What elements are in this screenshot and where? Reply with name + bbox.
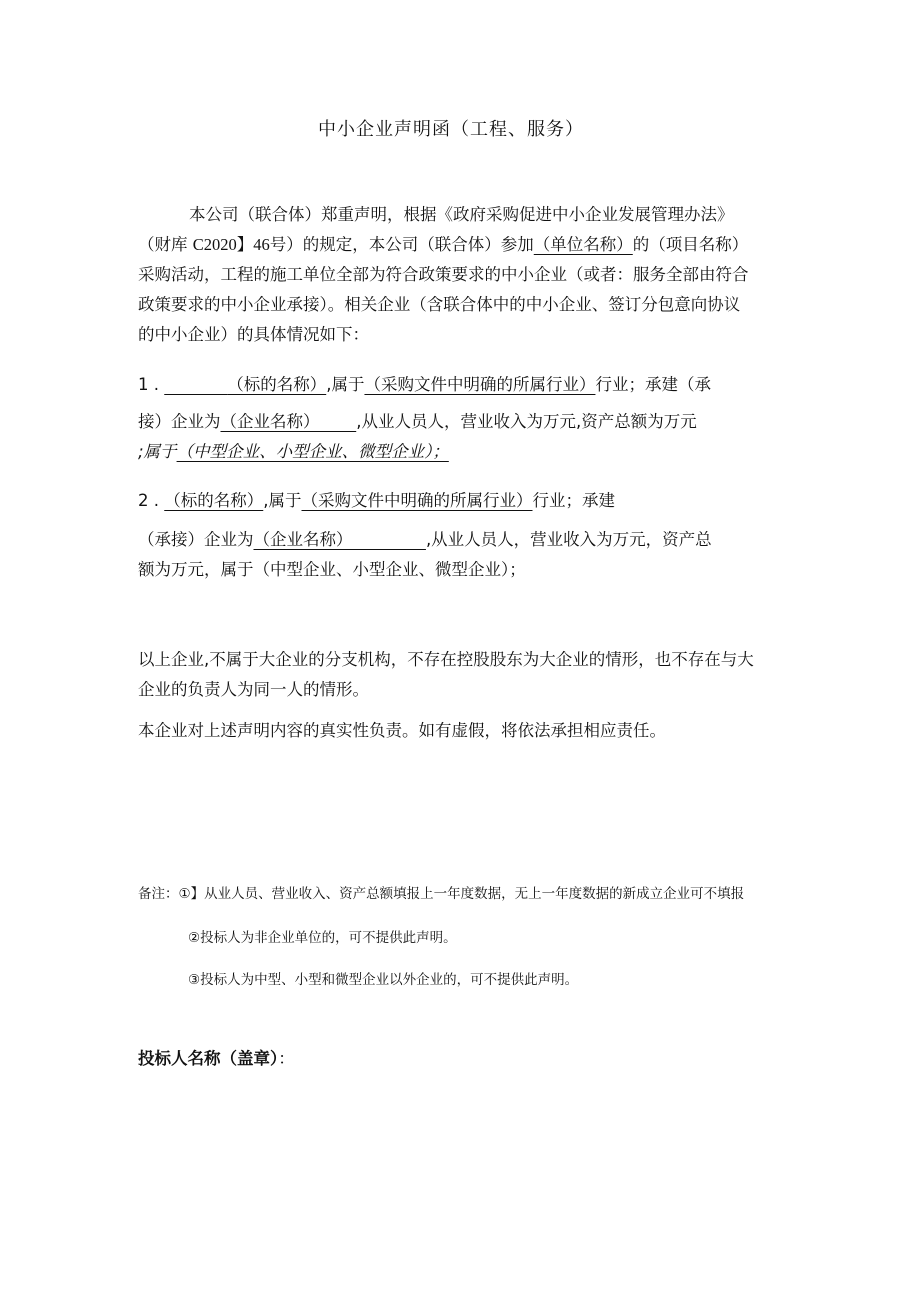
subject-name-field: （标的名称） — [164, 491, 264, 510]
item-text: ;属于 — [138, 442, 177, 461]
item-2-line-3: 额为万元，属于（中型企业、小型企业、微型企业）； — [138, 560, 526, 579]
statement-line-1: 以上企业,不属于大企业的分支机构，不存在控股股东为大企业的情形，也不存在与大 — [138, 650, 754, 669]
unit-name-field: （单位名称） — [533, 235, 633, 254]
intro-doc-number: C2020】46 — [192, 235, 270, 254]
signature-colon: ： — [278, 1049, 295, 1068]
item-2-line-1 — [138, 489, 615, 513]
intro-text: 的（项目名称） — [632, 235, 749, 254]
item-number: 2 . — [138, 491, 159, 510]
item-1-line-1 — [138, 373, 711, 397]
blank-field — [164, 375, 227, 394]
item-1-line-3 — [138, 440, 449, 464]
company-name-field: （企业名称） — [253, 530, 353, 549]
item-2-line-2 — [138, 528, 712, 552]
bidder-name-label: 投标人名称（盖章） — [138, 1049, 279, 1068]
note-3: ③投标人为中型、小型和微型企业以外企业的，可不提供此声明。 — [188, 972, 579, 988]
signature-line — [138, 1047, 295, 1071]
blank-field — [353, 530, 426, 549]
industry-field: （采购文件中明确的所属行业） — [301, 491, 533, 510]
item-text: 行业；承建 — [532, 491, 615, 510]
item-text: 接）企业为 — [138, 412, 221, 431]
intro-line-2 — [138, 233, 748, 257]
page-title: 中小企业声明函（工程、服务） — [318, 119, 584, 140]
company-name-field: （企业名称） — [220, 412, 320, 431]
industry-field: （采购文件中明确的所属行业） — [364, 375, 596, 394]
statement-line-3: 本企业对上述声明内容的真实性负责。如有虚假，将依法承担相应责任。 — [138, 721, 666, 740]
intro-line-3: 采购活动，工程的施工单位全部为符合政策要求的中小企业（或者：服务全部由符合 — [138, 265, 749, 284]
subject-name-field: （标的名称） — [227, 375, 327, 394]
item-text: ,从业人员人，营业收入为万元,资产总额为万元 — [356, 412, 697, 431]
item-text: ,从业人员人，营业收入为万元，资产总 — [425, 530, 712, 549]
note-1: 备注：①】从业人员、营业收入、资产总额填报上一年度数据，无上一年度数据的新成立企业可不填报 — [138, 886, 745, 902]
intro-text: 号）的规定，本公司（联合体）参加 — [269, 235, 534, 254]
intro-line-1: 本公司（联合体）郑重声明，根据《政府采购促进中小企业发展管理办法》 — [189, 205, 734, 224]
item-text: ,属于 — [326, 375, 365, 394]
enterprise-type-field: （中型企业、小型企业、微型企业）； — [176, 442, 449, 461]
item-text: （承接）企业为 — [138, 530, 254, 549]
blank-field — [320, 412, 357, 431]
item-text: ,属于 — [263, 491, 302, 510]
item-1-line-2 — [138, 410, 697, 434]
note-2: ②投标人为非企业单位的，可不提供此声明。 — [188, 930, 457, 946]
item-number: 1 . — [138, 375, 159, 394]
statement-line-2: 企业的负责人为同一人的情形。 — [138, 680, 369, 699]
item-text: 行业；承建（承 — [595, 375, 711, 394]
intro-line-4: 政策要求的中小企业承接）。相关企业（含联合体中的中小企业、签订分包意向协议 — [138, 295, 741, 314]
intro-text: （财库 — [138, 235, 188, 254]
intro-line-5: 的中小企业）的具体情况如下： — [138, 325, 369, 344]
